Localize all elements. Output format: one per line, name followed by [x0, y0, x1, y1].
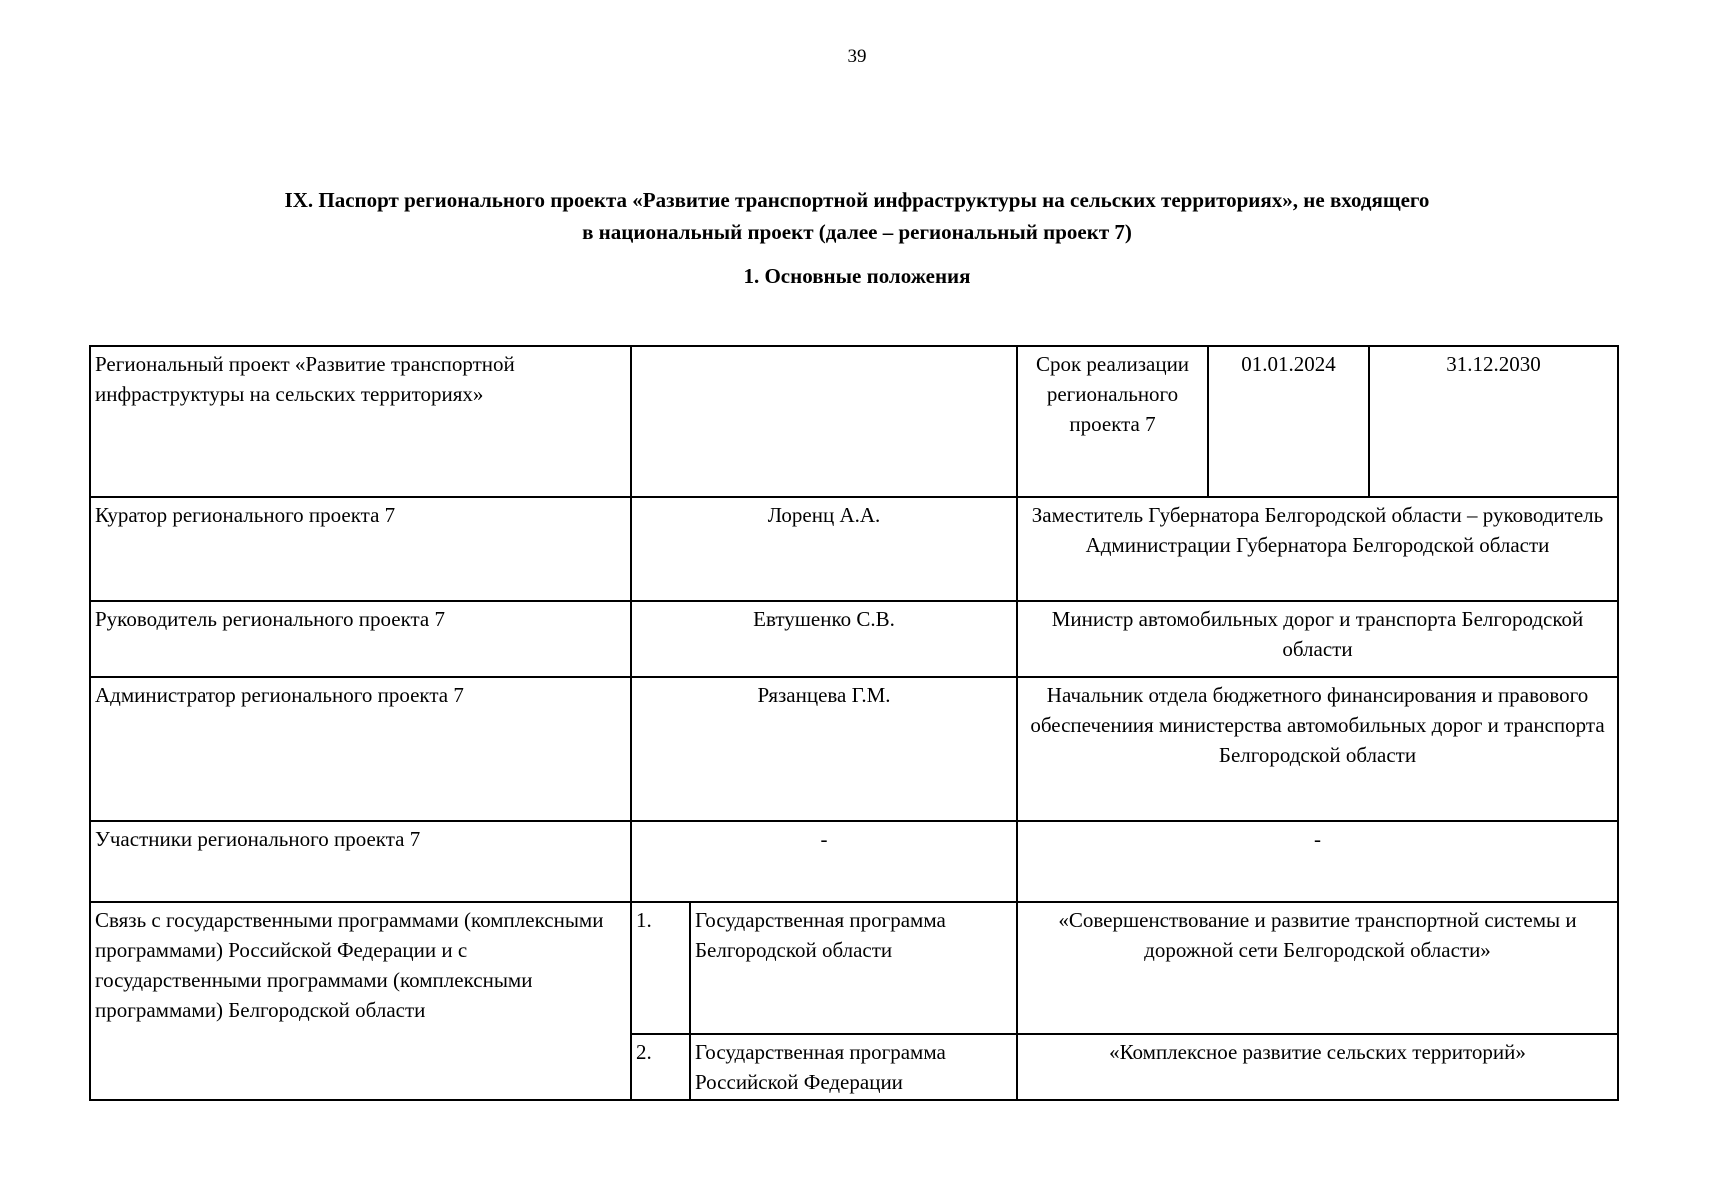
document-title [60, 184, 1654, 248]
link-name-cell: «Совершенствование и развитие транспортной системы и дорожной сети Белгородской области» [1017, 902, 1618, 1034]
link-number-cell: 2. [631, 1034, 690, 1100]
curator-position-cell: Заместитель Губернатора Белгородской области – руководитель Администрации Губернатора Белгородской области [1017, 497, 1618, 601]
table-row [90, 677, 1618, 821]
admin-position-cell: Начальник отдела бюджетного финансирования и правового обеспечениия министерства автомобильных дорог и транспорта Белгородской области [1017, 677, 1618, 821]
page-number: 39 [847, 46, 867, 67]
link-type-cell: Государственная программа Российской Федерации [690, 1034, 1017, 1100]
title-line-2: в национальный проект (далее – региональный проект 7) [582, 220, 1132, 244]
table-row [90, 601, 1618, 677]
link-number-cell: 1. [631, 902, 690, 1034]
head-label-cell: Руководитель регионального проекта 7 [90, 601, 631, 677]
table-row [90, 346, 1618, 497]
end-date-cell: 31.12.2030 [1369, 346, 1618, 497]
participants-name-cell: - [631, 821, 1017, 902]
empty-cell [631, 346, 1017, 497]
head-position-cell: Министр автомобильных дорог и транспорта Белгородской области [1017, 601, 1618, 677]
table-row [90, 821, 1618, 902]
curator-name-cell: Лоренц А.А. [631, 497, 1017, 601]
project-label-cell: Региональный проект «Развитие транспортной инфраструктуры на сельских территориях» [90, 346, 631, 497]
participants-label-cell: Участники регионального проекта 7 [90, 821, 631, 902]
table-row [90, 902, 1618, 1034]
link-type-cell: Государственная программа Белгородской области [690, 902, 1017, 1034]
title-line-1: IX. Паспорт регионального проекта «Развитие транспортной инфраструктуры на сельских территориях», не входящего [284, 188, 1430, 212]
admin-label-cell: Администратор регионального проекта 7 [90, 677, 631, 821]
start-date-cell: 01.01.2024 [1208, 346, 1369, 497]
curator-label-cell: Куратор регионального проекта 7 [90, 497, 631, 601]
participants-position-cell: - [1017, 821, 1618, 902]
table-row [90, 497, 1618, 601]
links-label-cell: Связь с государственными программами (комплексными программами) Российской Федерации и с государственными программами (комплексными программами) Белгородской области [90, 902, 631, 1100]
head-name-cell: Евтушенко С.В. [631, 601, 1017, 677]
admin-name-cell: Рязанцева Г.М. [631, 677, 1017, 821]
section-title: 1. Основные положения [743, 264, 971, 288]
term-label-cell: Срок реализации регионального проекта 7 [1017, 346, 1208, 497]
link-name-cell: «Комплексное развитие сельских территорий» [1017, 1034, 1618, 1100]
passport-table [89, 345, 1619, 1101]
